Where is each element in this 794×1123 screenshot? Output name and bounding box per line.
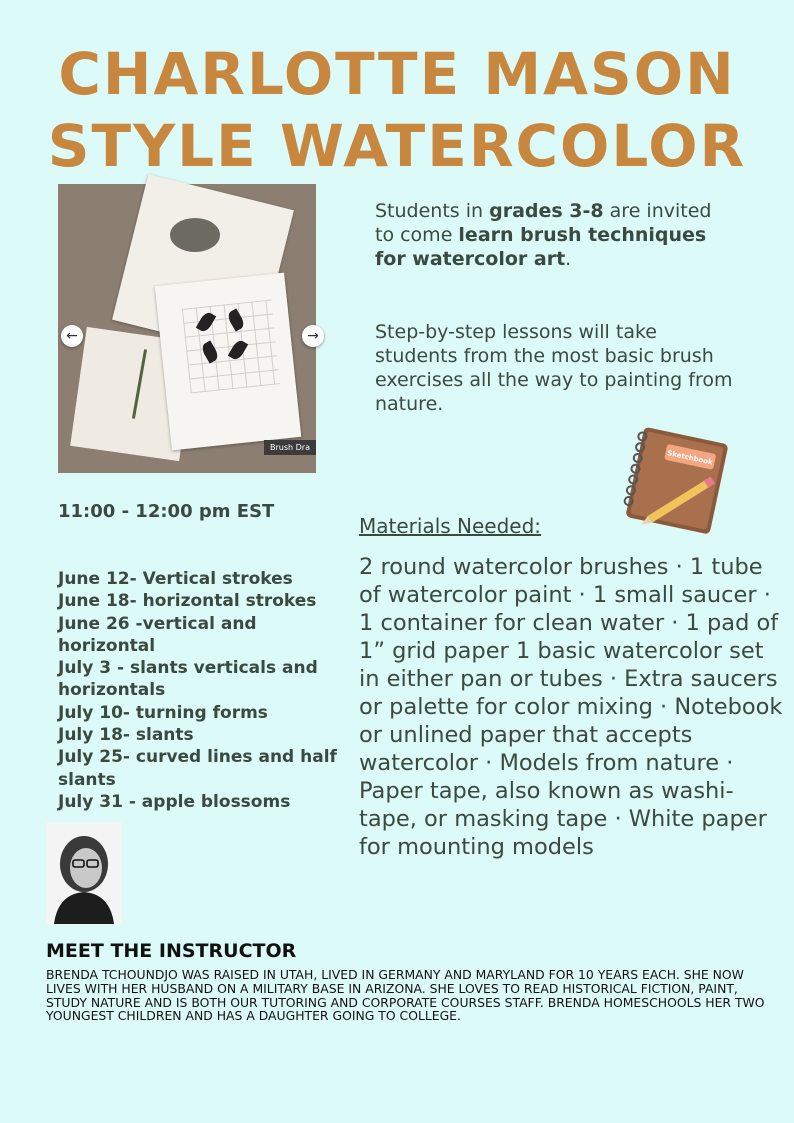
schedule-item: July 31 - apple blossoms xyxy=(58,791,291,812)
lessons-description: Step-by-step lessons will take students from the most basic brush exercises all the way to painting from nature. xyxy=(375,321,733,415)
title-line-1: CHARLOTTE MASON xyxy=(58,40,736,108)
schedule-list xyxy=(58,568,358,813)
sketchbook-label: Sketchbook xyxy=(666,449,714,467)
schedule-item: July 18- slants xyxy=(58,725,194,746)
arrow-right-icon[interactable]: → xyxy=(302,325,324,347)
meet-instructor-heading: MEET THE INSTRUCTOR xyxy=(46,940,297,962)
materials-list: 2 round watercolor brushes · 1 tube of watercolor paint · 1 small saucer · 1 container for clean water · 1 pad of 1” grid paper 1 basic watercolor set in either pan or tubes · Extra saucers or palette for color mixing · Notebook or unlined paper that accepts watercolor · Models from nature · Paper tape, also known as washi-tape, or masking tape · White paper for mounting models xyxy=(359,554,783,860)
sketchbook-icon xyxy=(614,428,734,533)
instructor-photo xyxy=(46,822,122,924)
schedule-item: July 10- turning forms xyxy=(58,702,268,723)
schedule-item: June 26 -vertical and horizontal xyxy=(58,613,257,656)
intro-text: Students in grades 3-8 are invited to come learn brush techniques for watercolor art. xyxy=(375,200,712,270)
materials-heading: Materials Needed: xyxy=(359,514,542,538)
photo-bowl xyxy=(170,218,220,252)
title-line-2: STYLE WATERCOLOR xyxy=(47,112,747,180)
schedule-item: July 3 - slants verticals and horizontals xyxy=(58,658,318,701)
photo-caption: Brush Dra xyxy=(264,440,316,455)
instructor-bio: BRENDA TCHOUNDJO WAS RAISED IN UTAH, LIVED IN GERMANY AND MARYLAND FOR 10 YEARS EACH. SHE NOW LIVES WITH HER HUSBAND ON A MILITARY BASE IN ARIZONA. SHE LOVES TO READ HISTORICAL FICTION, PAINT, STUDY NATURE AND IS BOTH OUR TUTORING AND CORPORATE COURSES STAFF. BRENDA HOMESCHOOLS HER TWO YOUNGEST CHILDREN AND HAS A DAUGHTER GOING TO COLLEGE. xyxy=(46,967,765,1024)
class-time: 11:00 - 12:00 pm EST xyxy=(58,501,275,522)
schedule-item: June 18- horizontal strokes xyxy=(58,591,317,612)
arrow-left-icon[interactable]: ← xyxy=(61,325,83,347)
schedule-item: July 25- curved lines and half slants xyxy=(58,747,337,790)
lesson-photo-carousel[interactable] xyxy=(58,184,319,473)
schedule-item: June 12- Vertical strokes xyxy=(58,569,293,589)
